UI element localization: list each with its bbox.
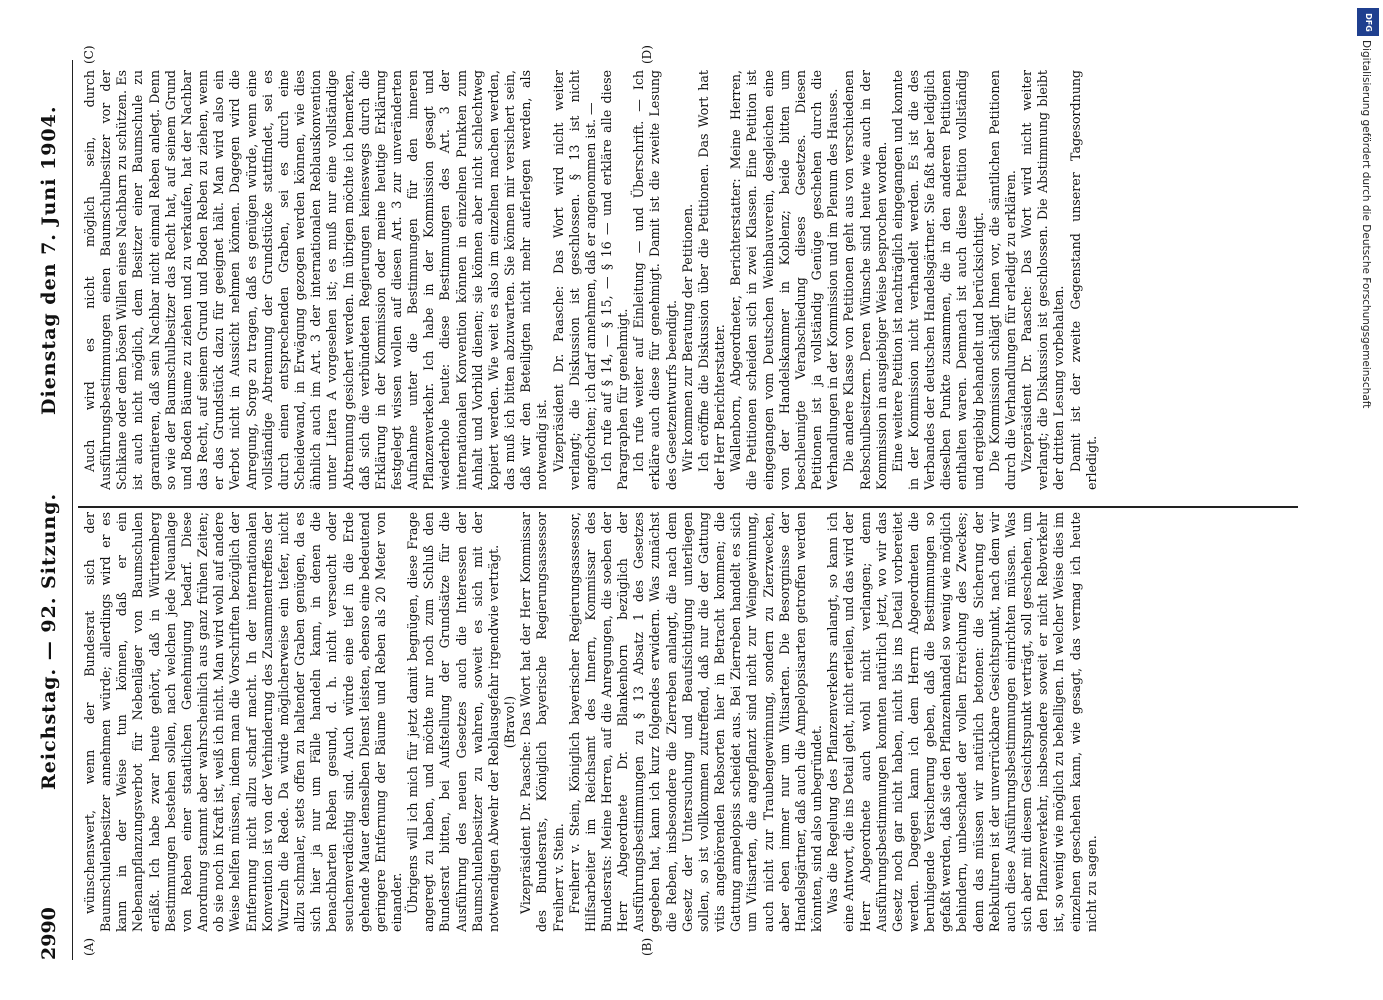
paragraph: wünschenswert, wenn der Bundesrat sich der Baumschulenbesitzer annehmen würde; allerdings wird er es kann in der Weise tun können, daß er ein Nebenanpflanzungsverbot für Nebenläger von Baumschulen erläßt. Ich habe zwar heute gehört, daß in Württemberg Bestimmungen bestehen sollen, nach welchen jede Neuanlage von Reben einer staatlichen Genehmigung bedarf. Diese Anordnung stammt aber wahrscheinlich aus ganz frühen Zeiten; ob sie noch in Kraft ist, weiß ich nicht. Man wird wohl auf andere Weise helfen müssen, indem man die Vorschriften bezüglich der Entfernung nicht allzu scharf macht. In der internationalen Konvention ist von der Verhinderung des Zusammentreffens der Wurzeln die Rede. Da würde möglicherweise ein tiefer, nicht allzu schmaler, stets offen zu haltender Graben genügen, da es sich hier ja nur um Fälle handeln kann, in denen die benachbarten Reben gesund, d. h. nicht verseucht oder seuchenverdächtig sind. Auch würde eine tief in die Erde gehende Mauer denselben Dienst leisten, ebenso eine bedeutend geringere Entfernung der Bäume und Reben als 20 Meter von einander.: [82, 512, 404, 932]
digitization-credit: [1356, 40, 1376, 980]
page-number: 2990: [38, 907, 60, 960]
right-text-column: [82, 70, 1282, 490]
dfg-logo: DFG: [1357, 8, 1379, 36]
paragraph: Ich eröffne die Diskussion über die Petitionen. Das Wort hat der Herr Berichterstatter.: [695, 70, 728, 490]
margin-letter-c: (C): [82, 45, 96, 64]
left-running-title: Reichstag. — 92. Sitzung.: [38, 492, 60, 790]
paragraph: Auch wird es nicht möglich sein, durch Ausführungsbestimmungen einen Baumschulbesitzer vor der Schikane oder dem bösen Willen eines Nachbarn zu schützen. Es ist auch nicht möglich, dem Besitzer einer Baumschule zu garantieren, daß sein Nachbar nicht einmal Reben anlegt. Denn so wie der Baumschulbesitzer das Recht hat, auf seinem Grund und Boden Bäume zu ziehen und zu verkaufen, hat der Nachbar das Recht, auf seinem Grund und Boden Reben zu ziehen, wenn er das Grundstück dazu für geeignet hält. Man wird also ein Verbot nicht in Aussicht nehmen können. Dagegen wird die Anregung, Sorge zu tragen, daß es genügen würde, wenn eine vollständige Abtrennung der Grundstücke stattfindet, sei es durch einen entsprechenden Graben, sei es durch eine Scheidewand, in Erwägung gezogen werden können, wie dies ähnlich auch im Art. 3 der internationalen Reblauskonvention unter Litera A vorgesehen ist; es muß nur eine vollständige Abtrennung gesichert werden. Im übrigen möchte ich bemerken, daß sich die verbündeten Regierungen keineswegs durch die Erklärung in der Kommission oder meine heutige Erklärung festgelegt wissen wollen auf diesen Art. 3 zur unveränderten Aufnahme unter die Bestimmungen für den inneren Pflanzenverkehr. Ich habe in der Kommission gesagt und wiederhole heute: diese Bestimmungen des Art. 3 der internationalen Konvention können in einzelnen Punkten zum Anhalt und Vorbild dienen; sie können aber nicht schlechtweg kopiert werden. Wie weit es also im einzelnen machen werden, das muß ich bitten abzuwarten. Sie können mir versichert sein, daß wir den Beteiligten nicht mehr auferlegen werden, als notwendig ist.: [82, 70, 550, 490]
paragraph: Freiherr v. Stein, Königlich bayerischer Regierungsassessor, Hilfsarbeiter im Reichsamt des Innern, Kommissar des Bundesrats: Meine Herren, auf die Anregungen, die soeben der Herr Abgeordnete Dr. Blankenhorn bezüglich der Ausführungsbestimmungen zu § 13 Absatz 1 des Gesetzes gegeben hat, kann ich kurz folgendes erwidern. Was zunächst die Reben, insbesondere die Zierreben anlangt, die nach dem Gesetz der Untersuchung und Beaufsichtigung unterliegen sollen, so ist vollkommen zutreffend, daß nur die der Gattung vitis angehörenden Rebsorten hier in Betracht kommen; die Gattung ampelopsis scheidet aus. Bei Zierreben handelt es sich um Vitisarten, die angepflanzt sind nicht zur Weingewinnung, auch nicht zur Traubengewinnung, sondern zu Zierzwecken, aber eben immer nur um Vitisarten. Die Besorgnisse der Handelsgärtner, daß auch die Ampelopsisarten getroffen werden könnten, sind also unbegründet.: [566, 512, 825, 932]
paragraph: Übrigens will ich mich für jetzt damit begnügen, diese Frage angeregt zu haben, und möchte nur noch zum Schluß den Bundesrat bitten, bei Aufstellung der Grundsätze für die Ausführung des neuen Gesetzes auch die Interessen der Baumschulenbesitzer zu wahren, soweit es sich mit der notwendigen Abwehr der Reblausgefahr irgendwie verträgt.: [405, 512, 501, 932]
margin-letter-a: (A): [82, 937, 96, 956]
header-rule: [72, 60, 73, 960]
paragraph: Eine weitere Petition ist nachträglich eingegangen und konnte in der Kommission nicht verhandelt werden. Es ist die des Verbandes der deutschen Handelsgärtner. Sie faßt aber lediglich dieselben Punkte zusammen, die in den anderen Petitionen enthalten waren. Demnach ist auch diese Petition vollständig und ergiebig behandelt und berücksichtigt.: [889, 70, 986, 490]
left-text-column: [82, 512, 1282, 932]
column-divider: [78, 506, 1298, 508]
right-running-title: Dienstag den 7. Juni 1904.: [38, 105, 60, 415]
paragraph: Vizepräsident Dr. Paasche: Das Wort wird nicht weiter verlangt; die Diskussion ist geschlossen. § 13 ist nicht angefochten; ich darf annehmen, daß er angenommen ist. —: [550, 70, 598, 490]
paragraph: Wallenborn, Abgeordneter, Berichterstatter: Meine Herren, die Petitionen scheiden sich in zwei Klassen. Eine Petition ist eingegangen vom Deutschen Weinbauverein, desgleichen eine von der Handelskammer in Koblenz; beide bitten um beschleunigte Verabschiedung dieses Gesetzes. Diesen Petitionen ist ja vollständig Genüge geschehen durch die Verhandlungen in der Kommission und im Plenum des Hauses.: [728, 70, 841, 490]
paragraph: Vizepräsident Dr. Paasche: Das Wort hat der Herr Kommissar des Bundesrats, Königlich bayerische Regierungsassessor Freiherr v. Stein.: [518, 512, 566, 932]
margin-letter-d: (D): [640, 45, 654, 64]
paragraph: Die Kommission schlägt Ihnen vor, die sämtlichen Petitionen durch die Verhandlungen für erledigt zu erklären.: [986, 70, 1018, 490]
paragraph: Ich rufe weiter auf Einleitung — und Überschrift. — Ich erkläre auch diese für genehmigt. Damit ist die zweite Lesung des Gesetzentwurfs beendigt.: [631, 70, 679, 490]
paragraph: Ich rufe auf § 14, — § 15, — § 16 — und erkläre alle diese Paragraphen für genehmigt.: [599, 70, 631, 490]
paragraph: Die andere Klasse von Petitionen geht aus von verschiedenen Rebschulbesitzern. Deren Wünsche sind heute wie auch in der Kommission in ausgiebiger Weise besprochen worden.: [841, 70, 889, 490]
paragraph: Vizepräsident Dr. Paasche: Das Wort wird nicht weiter verlangt; die Diskussion ist geschlossen. Die Abstimmung bleibt der dritten Lesung vorbehalten.: [1019, 70, 1067, 490]
paragraph: Damit ist der zweite Gegenstand unserer Tagesordnung erledigt.: [1067, 70, 1099, 490]
page-header: [38, 60, 66, 960]
paragraph: Wir kommen zur Beratung der Petitionen.: [679, 203, 695, 472]
paragraph: Was die Regelung des Pflanzenverkehrs anlangt, so kann ich eine Antwort, die ins Detail geht, nicht erteilen, und das wird der Herr Abgeordnete auch wohl nicht verlangen; denn Ausführungsbestimmungen konnten natürlich jetzt, wo wir das Gesetz noch gar nicht haben, nicht bis ins Detail vorbereitet werden. Dagegen kann ich dem Herrn Abgeordneten die beruhigende Versicherung geben, daß die Bestimmungen so gefaßt werden, daß sie den Pflanzenhandel so wenig wie möglich behindern, unbeschadet der vollen Erreichung des Zweckes; denn das müssen wir natürlich betonen: die Sicherung der Rebkulturen ist der unverrückbare Gesichtspunkt, nach dem wir auch diese Ausführungsbestimmungen einrichten müssen. Was sich aber mit diesem Gesichtspunkt verträgt, soll geschehen, um den Pflanzenverkehr, insbesondere soweit er nicht Rebverkehr ist, so wenig wie möglich zu behelligen. In welcher Weise dies im einzelnen geschehen kann, wie gesagt, das vermag ich heute nicht zu sagen.: [825, 512, 1099, 932]
margin-letter-b: (B): [640, 937, 654, 956]
credit-text: Digitalisierung gefördert durch die Deutsche Forschungsgemeinschaft: [1360, 40, 1372, 409]
centered-remark: (Bravo!): [502, 695, 518, 749]
